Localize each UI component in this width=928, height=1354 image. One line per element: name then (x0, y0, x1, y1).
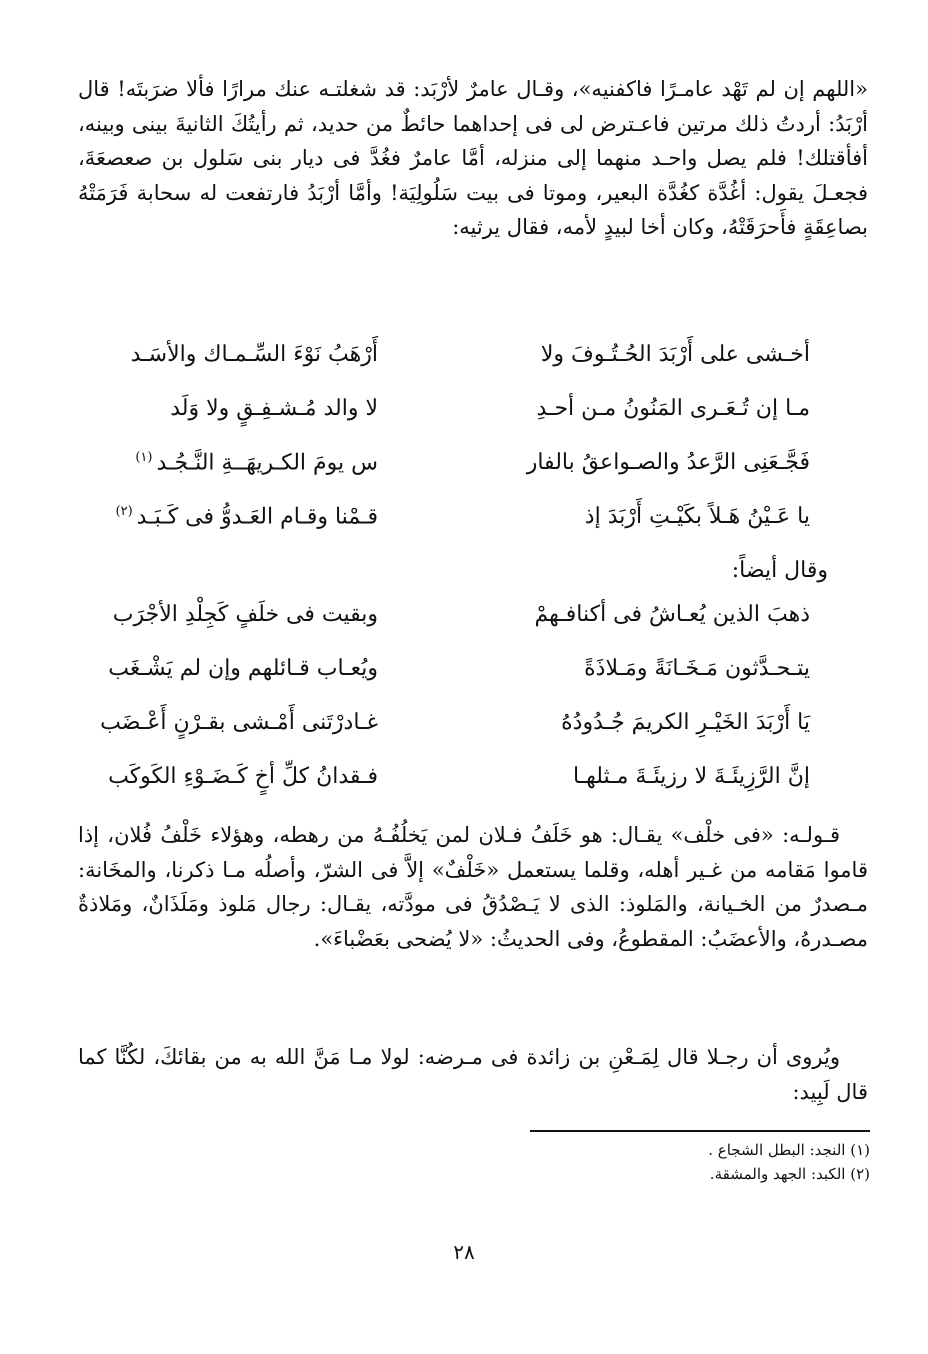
poem-1-couplet (78, 396, 868, 450)
poem-2-couplet (78, 764, 868, 818)
first-hemistich: يَا أَرْبَدَ الخَيْـرِ الكريمَ جُـدُودُهُ (561, 710, 810, 735)
footnote-2: (٢) الكبد: الجهد والمشقة. (709, 1165, 870, 1183)
page-number: ٢٨ (453, 1240, 475, 1264)
poem-2-couplet (78, 710, 868, 764)
second-hemistich: ويُعـاب قـائلهم وإن لم يَشْـغَب (108, 656, 378, 681)
first-hemistich: ذهبَ الذين يُعـاشُ فى أكنافـهمْ (534, 602, 810, 627)
first-hemistich: فَجَّـعَنِى الرَّعدُ والصـواعقُ بالفار (526, 450, 810, 475)
paragraph-text: ويُروى أن رجـلا قال لِمَـعْنِ بن زائدة فى مـرضه: لولا مـا مَنَّ الله به من بقائكَ، لكُنَّا كما قال لَبِيد: (78, 1045, 868, 1104)
first-hemistich: يتـحـدَّثون مَـخَـانَةً ومَـلاذَةً (584, 656, 810, 681)
first-hemistich: يا عَـيْنُ هَـلاً بكَيْـتِ أَرْبَدَ إذ (584, 504, 810, 529)
poem-1-couplet (78, 450, 868, 504)
poem-2-couplet (78, 602, 868, 656)
footnote-marker: (١) (135, 450, 153, 465)
second-hemistich (78, 504, 378, 529)
second-hemistich: وبقيت فى خلَفٍ كَجِلْدِ الأجْرَب (112, 602, 378, 627)
footnote-1: (١) النجد: البطل الشجاع . (708, 1141, 870, 1159)
second-hemistich: أَرْهَبُ نَوْءَ السِّـمـاك والأسَـد (130, 342, 378, 367)
poem-1 (78, 342, 868, 558)
second-hemistich: فـقدانُ كلِّ أخٍ كَـضَـوْءِ الكَوكَب (108, 764, 378, 789)
first-hemistich: أخـشى على أَرْبَدَ الحُـتُـوفَ ولا (540, 342, 810, 367)
footnote-marker: (٢) (115, 504, 133, 519)
footnotes (400, 1138, 870, 1186)
paragraph-text: «اللهم إن لم تَهْد عامـرًا فاكفنيه»، وقـال عامرٌ لأرْبَد: قد شغلتـه عنك مرارًا فألا ضرَبتَه! قال أرْبَدُ: أردتُ ذلك مرتين فاعـترض لى فى إحداهما حائطٌ من حديد، ثم رأيتُكَ الثانيةَ بينى وبينه، أفأقتلك! فلم يصل واحـد منهما إلى منزله، أمَّا عامرٌ فغُدَّ فى ديار بنى سَلول بن صعصعَةَ، فجعـلَ يقول: أغُدَّة كغُدَّة البعير، وموتا فى بيت سَلُولِيَة! وأمَّا أرْبَدُ فارتفعت له سحابة فَرَمَتْهُ بصاعِقَةٍ فأَحرَقَتْهُ، وكان أخا لبيدٍ لأمه، فقال يرثيه: (78, 77, 868, 239)
footnote-separator (530, 1130, 870, 1132)
poem-2 (78, 602, 868, 818)
second-hemistich: لا والد مُـشـفِـقٍ ولا وَلَد (170, 396, 378, 421)
hemistich-text: س يومَ الكـريهَــةِ النَّـجُـد (156, 450, 378, 476)
closing-paragraph (78, 1040, 868, 1109)
poem-1-couplet (78, 504, 868, 558)
hemistich-text: قـمْنا وقـام العَـدوُّ فى كَـبَـد (136, 504, 378, 530)
paragraph-text: قـولـه: «فى خلْف» يقـال: هو خَلَفُ فـلان لمن يَخلُفُـهُ من رهطه، وهؤلاء خَلْفُ فُلان، إذا قاموا مَقامه من غـير أهله، وقلما يستعمل «خَلْفٌ» إلاَّ فى الشرّ، وأصلُه مـا ذكرنا، والمخَانة: مـصدرٌ من الخـيانة، والمَلوذ: الذى لا يَـصْدُقُ فى مودَّته، يقـال: رجال مَلوذ ومَلَذَانٌ، ومَلاذةٌ مصـدرهُ، والأعضَبُ: المقطوعُ، وفى الحديثُ: «لا يُضحى بعَضْباءَ». (78, 823, 868, 951)
first-hemistich: إنَّ الرَّزِيئَـةَ لا رزيئَـةَ مـثلهـا (572, 764, 810, 789)
poem-1-couplet (78, 342, 868, 396)
commentary-paragraph (78, 818, 868, 956)
intro-paragraph (78, 72, 868, 245)
first-hemistich: مـا إن تُـعَـرى المَنُونُ مـن أحـدِ (536, 396, 810, 421)
second-hemistich: غـادرْتَنى أَمْـشى بقـرْنٍ أَعْـضَب (100, 710, 378, 735)
poem-2-couplet (78, 656, 868, 710)
second-hemistich (78, 450, 378, 475)
poem-2-intro: وقال أيضاً: (731, 558, 828, 583)
